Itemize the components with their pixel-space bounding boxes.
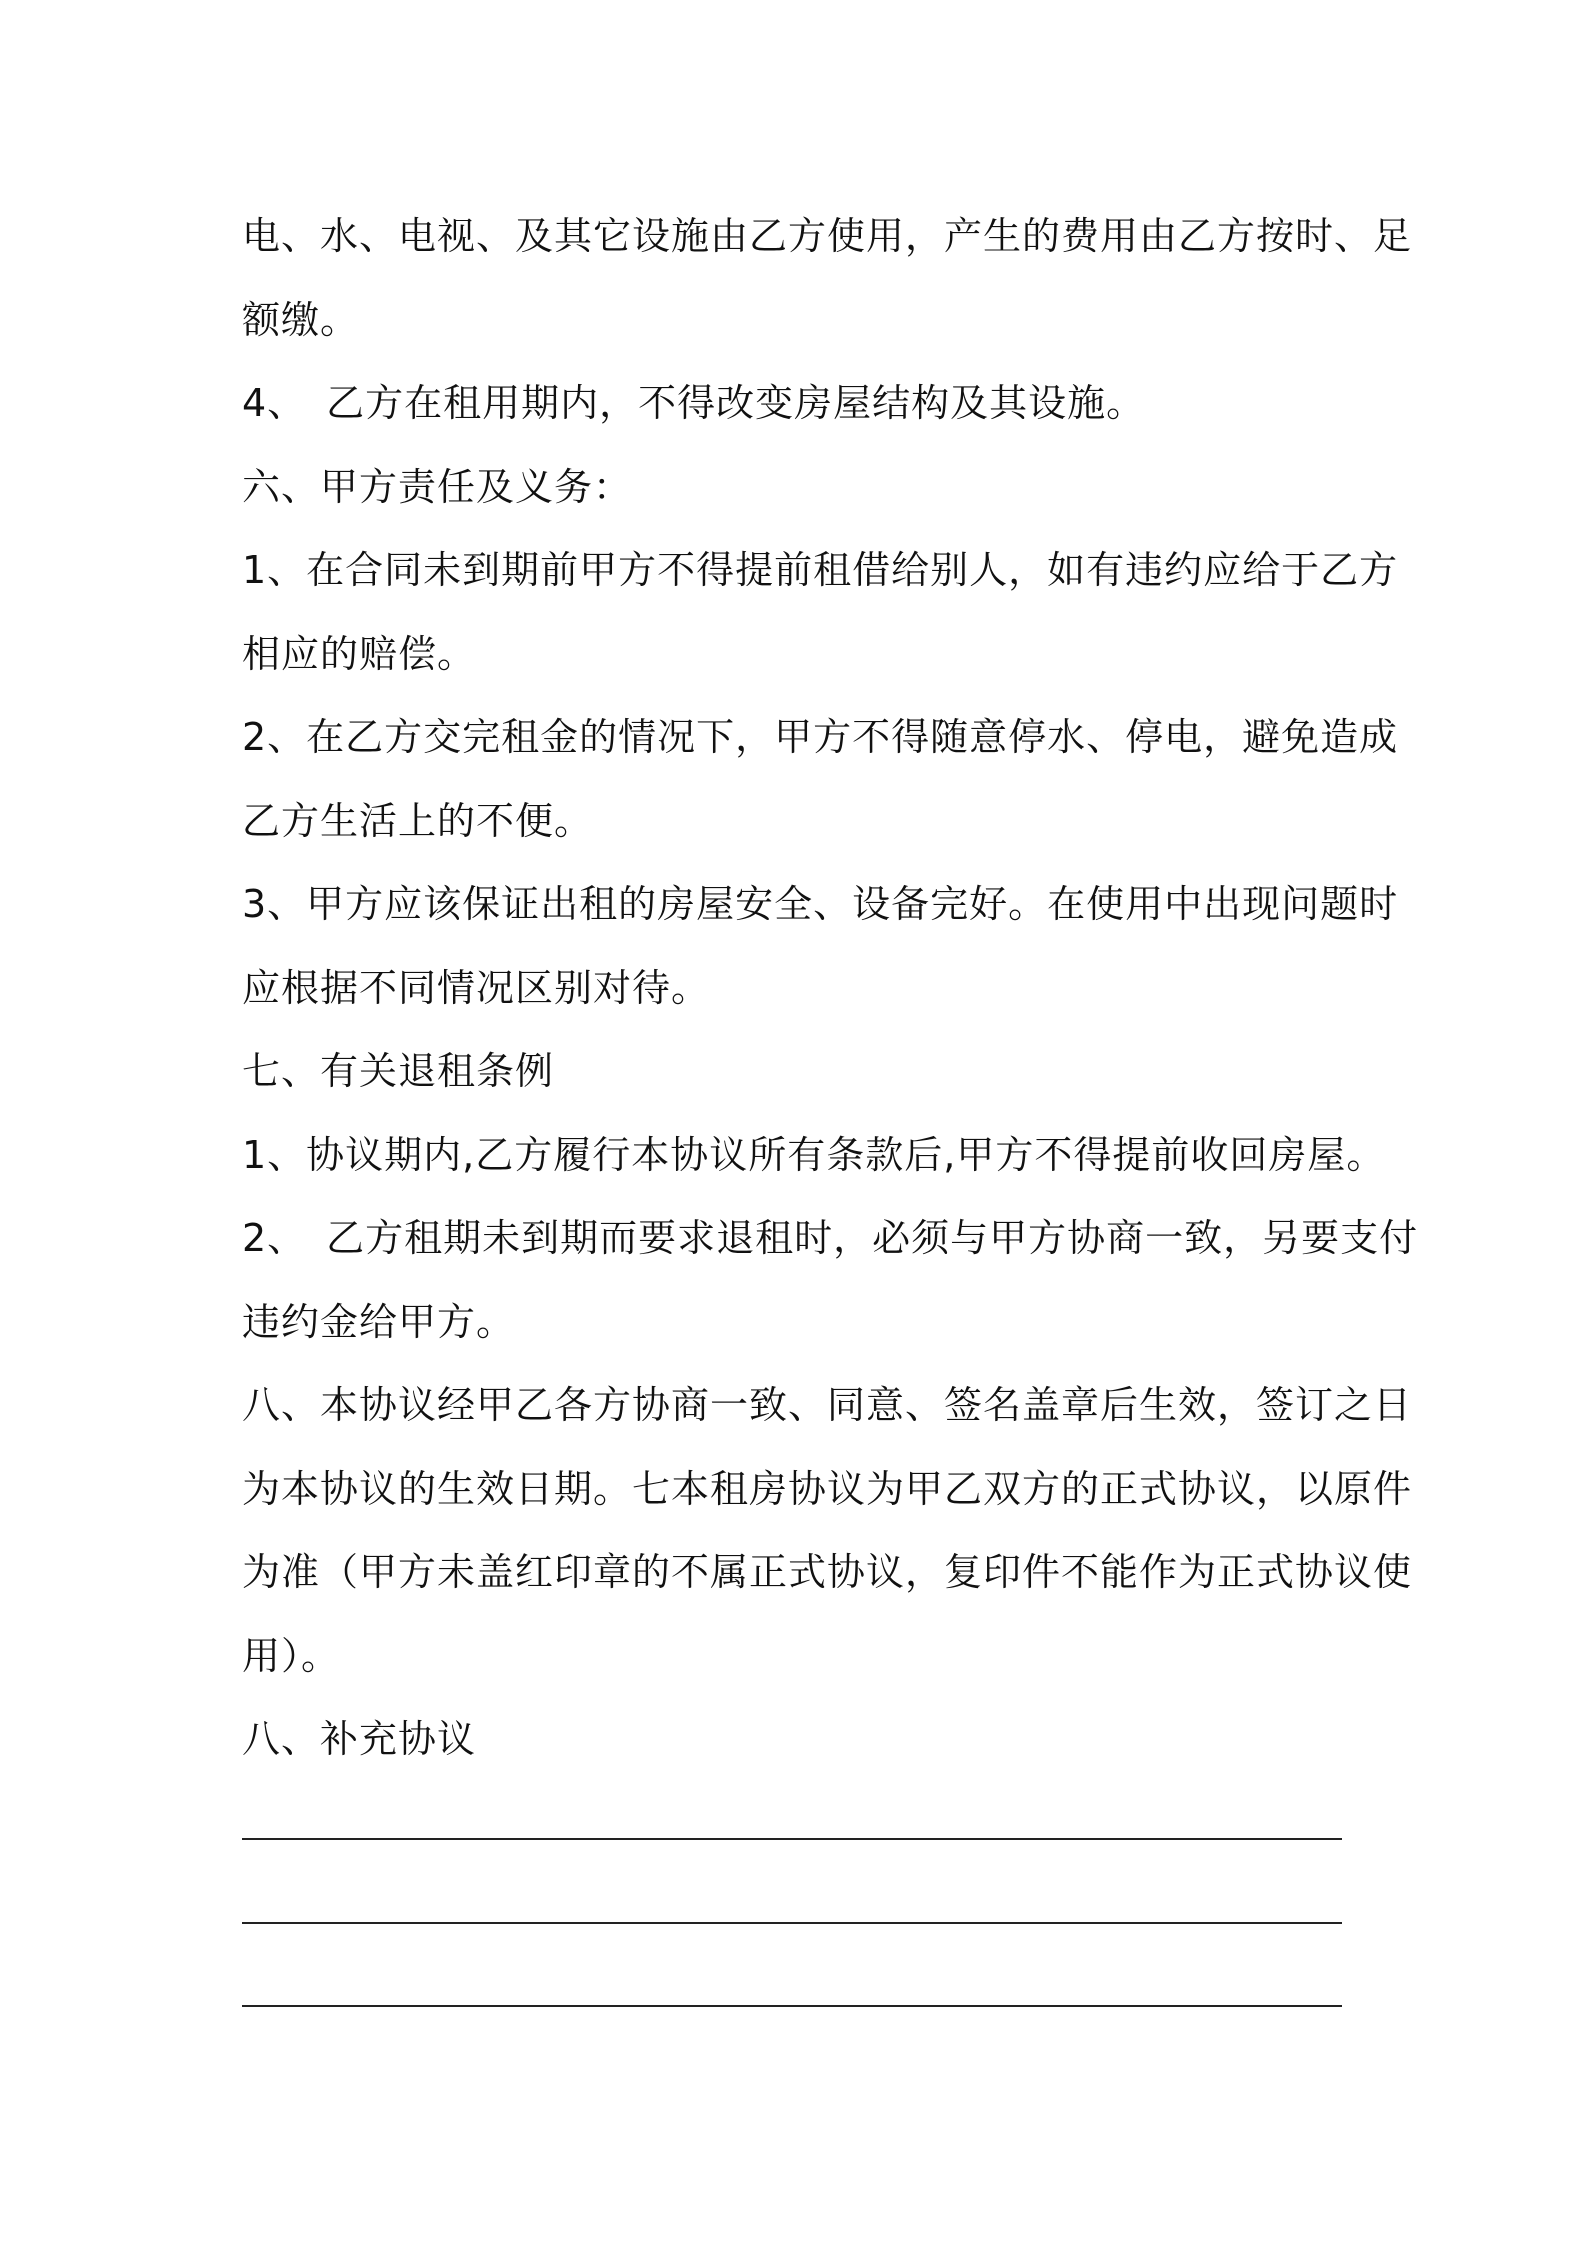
paragraph-line: 违约金给甲方。 <box>242 1299 516 1344</box>
paragraph-line: 为准（甲方未盖红印章的不属正式协议，复印件不能作为正式协议使 <box>242 1550 1413 1594</box>
paragraph-line: 额缴。 <box>242 297 360 342</box>
section-heading: 七、有关退租条例 <box>242 1049 555 1093</box>
paragraph-line: 八、本协议经甲乙各方协商一致、同意、签名盖章后生效，签订之日 <box>242 1383 1413 1427</box>
section-heading: 八、补充协议 <box>242 1717 477 1761</box>
paragraph-line: 相应的赔偿。 <box>242 631 477 676</box>
paragraph-line: 1、在合同未到期前甲方不得提前租借给别人，如有违约应给于乙方 <box>242 548 1399 592</box>
paragraph-line: 2、在乙方交完租金的情况下，甲方不得随意停水、停电，避免造成 <box>242 715 1399 759</box>
contract-text <box>242 195 1419 1782</box>
blank-fill-line <box>242 1838 1342 1840</box>
paragraph-line: 2、 乙方租期未到期而要求退租时，必须与甲方协商一致，另要支付 <box>242 1216 1419 1260</box>
paragraph-line: 1、协议期内,乙方履行本协议所有条款后,甲方不得提前收回房屋。 <box>242 1132 1386 1177</box>
supplementary-blank-lines <box>242 1838 1342 2089</box>
section-heading: 六、甲方责任及义务： <box>242 464 633 509</box>
paragraph-line: 乙方生活上的不便。 <box>242 798 594 843</box>
paragraph-line: 为本协议的生效日期。七本租房协议为甲乙双方的正式协议，以原件 <box>242 1466 1413 1511</box>
paragraph-line: 3、甲方应该保证出租的房屋安全、设备完好。在使用中出现问题时 <box>242 882 1399 926</box>
blank-fill-line <box>242 1922 1342 1924</box>
paragraph-line: 电、水、电视、及其它设施由乙方使用，产生的费用由乙方按时、足 <box>242 214 1413 258</box>
blank-fill-line <box>242 2005 1342 2007</box>
paragraph-line: 4、 乙方在租用期内，不得改变房屋结构及其设施。 <box>242 381 1146 425</box>
paragraph-line: 用）。 <box>242 1633 341 1678</box>
paragraph-line: 应根据不同情况区别对待。 <box>242 965 711 1010</box>
